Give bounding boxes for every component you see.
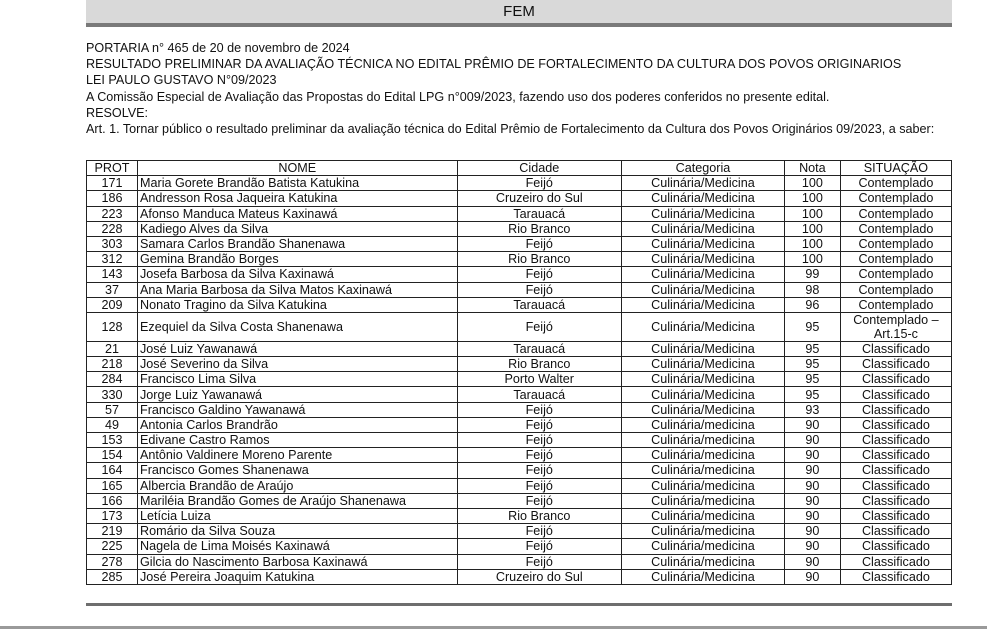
cell-situacao: Contemplado — [840, 267, 951, 282]
table-row — [87, 493, 952, 508]
results-table — [86, 160, 952, 585]
cell-situacao: Classificado — [840, 372, 951, 387]
cell-prot: 21 — [87, 341, 138, 356]
cell-nota: 90 — [784, 478, 840, 493]
table-row — [87, 569, 952, 584]
cell-cidade: Feijó — [457, 463, 621, 478]
cell-prot: 164 — [87, 463, 138, 478]
cell-categoria: Culinária/Medicina — [621, 357, 784, 372]
cell-categoria: Culinária/Medicina — [621, 191, 784, 206]
cell-nota: 93 — [784, 402, 840, 417]
cell-cidade: Tarauacá — [457, 341, 621, 356]
cell-nome: Kadiego Alves da Silva — [138, 221, 458, 236]
cell-categoria: Culinária/Medicina — [621, 402, 784, 417]
cell-cidade: Feijó — [457, 493, 621, 508]
cell-prot: 186 — [87, 191, 138, 206]
cell-nome: Ezequiel da Silva Costa Shanenawa — [138, 312, 458, 341]
cell-nota: 95 — [784, 387, 840, 402]
cell-categoria: Culinária/Medicina — [621, 176, 784, 191]
table-row — [87, 176, 952, 191]
table-row — [87, 402, 952, 417]
cell-categoria: Culinária/medicina — [621, 508, 784, 523]
cell-categoria: Culinária/medicina — [621, 539, 784, 554]
cell-nome: Ana Maria Barbosa da Silva Matos Kaxinawá — [138, 282, 458, 297]
cell-nota: 95 — [784, 341, 840, 356]
cell-categoria: Culinária/Medicina — [621, 267, 784, 282]
cell-nome: Gemina Brandão Borges — [138, 252, 458, 267]
cell-categoria: Culinária/Medicina — [621, 282, 784, 297]
cell-cidade: Rio Branco — [457, 357, 621, 372]
table-row — [87, 206, 952, 221]
cell-situacao: Classificado — [840, 478, 951, 493]
cell-situacao: Classificado — [840, 508, 951, 523]
table-row — [87, 312, 952, 341]
table-row — [87, 417, 952, 432]
cell-categoria: Culinária/Medicina — [621, 372, 784, 387]
cell-prot: 154 — [87, 448, 138, 463]
cell-nota: 90 — [784, 508, 840, 523]
cell-cidade: Feijó — [457, 448, 621, 463]
cell-prot: 228 — [87, 221, 138, 236]
cell-cidade: Cruzeiro do Sul — [457, 191, 621, 206]
cell-cidade: Porto Walter — [457, 372, 621, 387]
cell-cidade: Rio Branco — [457, 252, 621, 267]
cell-nota: 90 — [784, 433, 840, 448]
section-header-bar — [86, 0, 952, 27]
cell-nota: 90 — [784, 463, 840, 478]
cell-situacao: Contemplado – Art.15-c — [840, 312, 951, 341]
header-situacao: SITUAÇÃO — [840, 161, 951, 176]
cell-categoria: Culinária/medicina — [621, 524, 784, 539]
cell-nome: Nonato Tragino da Silva Katukina — [138, 297, 458, 312]
cell-nota: 98 — [784, 282, 840, 297]
table-row — [87, 463, 952, 478]
cell-nome: Jorge Luiz Yawanawá — [138, 387, 458, 402]
cell-cidade: Feijó — [457, 554, 621, 569]
cell-nome: Francisco Lima Silva — [138, 372, 458, 387]
cell-cidade: Rio Branco — [457, 508, 621, 523]
cell-nome: Albercia Brandão de Araújo — [138, 478, 458, 493]
cell-prot: 173 — [87, 508, 138, 523]
cell-nota: 90 — [784, 539, 840, 554]
cell-nome: Antonia Carlos Brandrão — [138, 417, 458, 432]
cell-nota: 100 — [784, 221, 840, 236]
cell-prot: 285 — [87, 569, 138, 584]
cell-cidade: Feijó — [457, 282, 621, 297]
table-row — [87, 252, 952, 267]
cell-cidade: Tarauacá — [457, 387, 621, 402]
cell-categoria: Culinária/Medicina — [621, 206, 784, 221]
cell-nota: 95 — [784, 357, 840, 372]
table-row — [87, 524, 952, 539]
cell-nota: 90 — [784, 417, 840, 432]
table-row — [87, 433, 952, 448]
table-row — [87, 448, 952, 463]
cell-categoria: Culinária/medicina — [621, 448, 784, 463]
cell-nota: 90 — [784, 448, 840, 463]
table-row — [87, 341, 952, 356]
cell-nome: José Pereira Joaquim Katukina — [138, 569, 458, 584]
table-row — [87, 191, 952, 206]
cell-situacao: Contemplado — [840, 282, 951, 297]
table-row — [87, 539, 952, 554]
cell-nome: Maria Gorete Brandão Batista Katukina — [138, 176, 458, 191]
cell-nome: Andresson Rosa Jaqueira Katukina — [138, 191, 458, 206]
cell-nome: Romário da Silva Souza — [138, 524, 458, 539]
cell-situacao: Classificado — [840, 463, 951, 478]
cell-prot: 166 — [87, 493, 138, 508]
table-row — [87, 478, 952, 493]
cell-situacao: Contemplado — [840, 252, 951, 267]
cell-cidade: Rio Branco — [457, 221, 621, 236]
cell-cidade: Feijó — [457, 267, 621, 282]
cell-situacao: Classificado — [840, 433, 951, 448]
cell-categoria: Culinária/medicina — [621, 417, 784, 432]
cell-nome: Afonso Manduca Mateus Kaxinawá — [138, 206, 458, 221]
cell-nota: 99 — [784, 267, 840, 282]
portaria-line: PORTARIA n° 465 de 20 de novembro de 2024 — [86, 41, 350, 55]
cell-situacao: Classificado — [840, 341, 951, 356]
cell-situacao: Contemplado — [840, 297, 951, 312]
cell-situacao: Classificado — [840, 524, 951, 539]
cell-categoria: Culinária/Medicina — [621, 252, 784, 267]
cell-nota: 95 — [784, 312, 840, 341]
cell-nome: José Severino da Silva — [138, 357, 458, 372]
cell-prot: 284 — [87, 372, 138, 387]
cell-nota: 90 — [784, 524, 840, 539]
cell-nome: Edivane Castro Ramos — [138, 433, 458, 448]
header-cidade: Cidade — [457, 161, 621, 176]
cell-categoria: Culinária/medicina — [621, 554, 784, 569]
cell-nota: 95 — [784, 372, 840, 387]
cell-cidade: Feijó — [457, 402, 621, 417]
cell-cidade: Feijó — [457, 417, 621, 432]
cell-nome: Letícia Luiza — [138, 508, 458, 523]
cell-prot: 303 — [87, 236, 138, 251]
cell-nota: 100 — [784, 236, 840, 251]
cell-prot: 143 — [87, 267, 138, 282]
cell-situacao: Contemplado — [840, 176, 951, 191]
cell-prot: 37 — [87, 282, 138, 297]
cell-categoria: Culinária/medicina — [621, 433, 784, 448]
cell-prot: 165 — [87, 478, 138, 493]
cell-situacao: Classificado — [840, 493, 951, 508]
cell-situacao: Classificado — [840, 402, 951, 417]
cell-prot: 209 — [87, 297, 138, 312]
cell-nota: 100 — [784, 252, 840, 267]
cell-prot: 153 — [87, 433, 138, 448]
table-row — [87, 236, 952, 251]
resolve-line: RESOLVE: — [86, 105, 149, 120]
cell-prot: 223 — [87, 206, 138, 221]
cell-categoria: Culinária/Medicina — [621, 312, 784, 341]
cell-nome: Samara Carlos Brandão Shanenawa — [138, 236, 458, 251]
cell-prot: 330 — [87, 387, 138, 402]
cell-prot: 49 — [87, 417, 138, 432]
cell-situacao: Contemplado — [840, 236, 951, 251]
cell-nome: Francisco Galdino Yawanawá — [138, 402, 458, 417]
table-row — [87, 554, 952, 569]
header-categoria: Categoria — [621, 161, 784, 176]
bottom-divider — [86, 603, 952, 606]
cell-cidade: Feijó — [457, 539, 621, 554]
cell-nota: 100 — [784, 191, 840, 206]
cell-categoria: Culinária/Medicina — [621, 341, 784, 356]
cell-categoria: Culinária/medicina — [621, 493, 784, 508]
cell-prot: 57 — [87, 402, 138, 417]
header-prot: PROT — [87, 161, 138, 176]
cell-prot: 219 — [87, 524, 138, 539]
cell-nome: Mariléia Brandão Gomes de Araújo Shanenawa — [138, 493, 458, 508]
cell-nota: 100 — [784, 206, 840, 221]
cell-categoria: Culinária/Medicina — [621, 569, 784, 584]
cell-nome: Antônio Valdinere Moreno Parente — [138, 448, 458, 463]
cell-situacao: Classificado — [840, 554, 951, 569]
cell-prot: 218 — [87, 357, 138, 372]
cell-nota: 90 — [784, 493, 840, 508]
cell-nome: Josefa Barbosa da Silva Kaxinawá — [138, 267, 458, 282]
cell-nota: 90 — [784, 569, 840, 584]
cell-prot: 278 — [87, 554, 138, 569]
cell-prot: 225 — [87, 539, 138, 554]
table-body — [87, 176, 952, 585]
header-nome: NOME — [138, 161, 458, 176]
table-row — [87, 297, 952, 312]
cell-nome: Nagela de Lima Moisés Kaxinawá — [138, 539, 458, 554]
table-row — [87, 221, 952, 236]
cell-situacao: Contemplado — [840, 221, 951, 236]
table-row — [87, 282, 952, 297]
table-row — [87, 372, 952, 387]
cell-categoria: Culinária/Medicina — [621, 297, 784, 312]
cell-prot: 171 — [87, 176, 138, 191]
cell-nota: 100 — [784, 176, 840, 191]
cell-cidade: Feijó — [457, 176, 621, 191]
cell-categoria: Culinária/Medicina — [621, 221, 784, 236]
cell-cidade: Feijó — [457, 312, 621, 341]
cell-nome: José Luiz Yawanawá — [138, 341, 458, 356]
cell-categoria: Culinária/medicina — [621, 478, 784, 493]
cell-prot: 128 — [87, 312, 138, 341]
section-title: FEM — [503, 3, 535, 20]
cell-categoria: Culinária/Medicina — [621, 236, 784, 251]
result-title: RESULTADO PRELIMINAR DA AVALIAÇÃO TÉCNICA NO EDITAL PRÊMIO DE FORTALECIMENTO DA CULTURA DOS POVOS ORIGINARIOS — [86, 57, 902, 72]
cell-situacao: Classificado — [840, 357, 951, 372]
table-header-row — [87, 161, 952, 176]
cell-nota: 96 — [784, 297, 840, 312]
cell-situacao: Classificado — [840, 539, 951, 554]
cell-situacao: Classificado — [840, 448, 951, 463]
law-line: LEI PAULO GUSTAVO N°09/2023 — [86, 73, 277, 88]
cell-situacao: Contemplado — [840, 206, 951, 221]
cell-categoria: Culinária/medicina — [621, 463, 784, 478]
cell-situacao: Classificado — [840, 569, 951, 584]
cell-situacao: Classificado — [840, 387, 951, 402]
cell-prot: 312 — [87, 252, 138, 267]
cell-cidade: Tarauacá — [457, 297, 621, 312]
document-intro — [86, 40, 958, 137]
cell-cidade: Feijó — [457, 433, 621, 448]
table-row — [87, 508, 952, 523]
cell-cidade: Feijó — [457, 524, 621, 539]
table-row — [87, 267, 952, 282]
table-row — [87, 357, 952, 372]
cell-cidade: Cruzeiro do Sul — [457, 569, 621, 584]
cell-cidade: Feijó — [457, 236, 621, 251]
cell-cidade: Feijó — [457, 478, 621, 493]
cell-situacao: Contemplado — [840, 191, 951, 206]
table-row — [87, 387, 952, 402]
cell-categoria: Culinária/Medicina — [621, 387, 784, 402]
cell-nota: 90 — [784, 554, 840, 569]
header-nota: Nota — [784, 161, 840, 176]
cell-nome: Gilcia do Nascimento Barbosa Kaxinawá — [138, 554, 458, 569]
commission-paragraph: A Comissão Especial de Avaliação das Propostas do Edital LPG n°009/2023, fazendo uso dos poderes conferidos no presente edital. — [86, 89, 830, 104]
cell-cidade: Tarauacá — [457, 206, 621, 221]
article-paragraph: Art. 1. Tornar público o resultado preliminar da avaliação técnica do Edital Prêmio de Fortalecimento da Cultura dos Povos Originários 09/2023, a saber: — [86, 122, 935, 137]
cell-nome: Francisco Gomes Shanenawa — [138, 463, 458, 478]
cell-situacao: Classificado — [840, 417, 951, 432]
